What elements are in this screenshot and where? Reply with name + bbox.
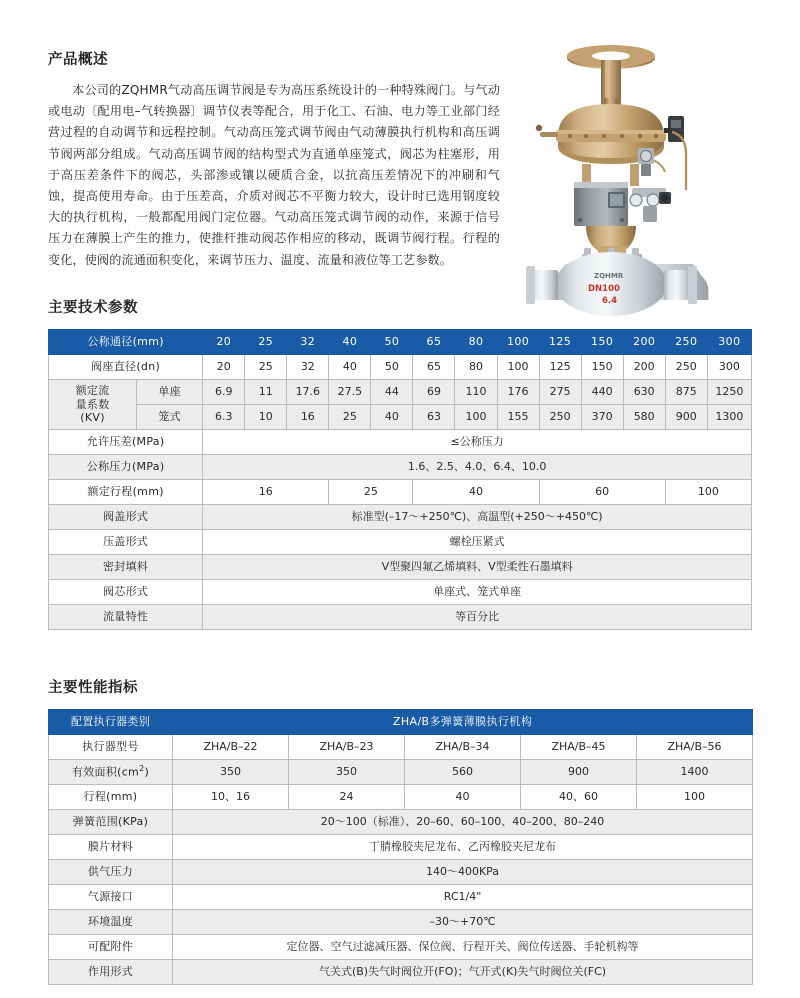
row-label-plug-type: 阀芯形式 (49, 580, 203, 605)
cell: 250 (539, 405, 581, 430)
cell: 25 (329, 405, 371, 430)
row-label-kv-single-seat: 单座 (137, 380, 203, 405)
table-row (49, 605, 752, 630)
cell: 69 (413, 380, 455, 405)
cell: 40、60 (521, 785, 637, 810)
cell: 580 (623, 405, 665, 430)
table-row (49, 480, 752, 505)
cell: 27.5 (329, 380, 371, 405)
cell: 6.3 (203, 405, 245, 430)
cell: ZHA/B–56 (637, 735, 753, 760)
performance-table (48, 709, 753, 985)
cell: 100 (637, 785, 753, 810)
cell: 440 (581, 380, 623, 405)
cell: 25 (245, 330, 287, 355)
cell: 40 (413, 480, 539, 505)
valve-body-model-marking: DN100 (588, 284, 620, 294)
table-row (49, 330, 752, 355)
table-row (49, 355, 752, 380)
row-label-seat-diameter: 阀座直径(dn) (49, 355, 203, 380)
cell: 20 (203, 330, 245, 355)
cell: 80 (455, 355, 497, 380)
cell: 63 (413, 405, 455, 430)
cell: 25 (329, 480, 413, 505)
cell: 16 (287, 405, 329, 430)
effective-area-label-text: 有效面积(cm (71, 765, 140, 779)
kv-label-line-3: (KV) (80, 411, 105, 425)
performance-table-title: 主要性能指标 (48, 680, 138, 696)
cell: 6.9 (203, 380, 245, 405)
table-row (49, 910, 753, 935)
cell: 24 (289, 785, 405, 810)
cell: 60 (539, 480, 665, 505)
cell: 155 (497, 405, 539, 430)
cell: 560 (405, 760, 521, 785)
table-row (49, 580, 752, 605)
table-row (49, 555, 752, 580)
row-label-gland-type: 压盖形式 (49, 530, 203, 555)
cell: 20 (203, 355, 245, 380)
cell: ZHA/B–22 (173, 735, 289, 760)
cell: 80 (455, 330, 497, 355)
row-label-air-connection: 气源接口 (49, 885, 173, 910)
svg-text:ZQHMR: ZQHMR (594, 272, 624, 280)
cell: 单座式、笼式单座 (203, 580, 752, 605)
table-row (49, 810, 753, 835)
cell: 11 (245, 380, 287, 405)
cell: 200 (623, 330, 665, 355)
kv-label-line-1: 额定流 (75, 383, 110, 397)
cell: 370 (581, 405, 623, 430)
product-overview-section (48, 48, 500, 271)
row-label-actuator-category: 配置执行器类别 (49, 710, 173, 735)
cell: 100 (497, 355, 539, 380)
cell: 16 (203, 480, 329, 505)
cell: 65 (413, 355, 455, 380)
row-label-nominal-diameter: 公称通径(mm) (49, 330, 203, 355)
cell: 螺栓压紧式 (203, 530, 752, 555)
cell: 125 (539, 355, 581, 380)
table-row (49, 530, 752, 555)
row-label-ambient-temperature: 环境温度 (49, 910, 173, 935)
cell: –30～+70℃ (173, 910, 753, 935)
valve-body-rating-marking: 6.4 (602, 296, 618, 306)
cell: 标准型(–17～+250℃)、高温型(+250～+450℃) (203, 505, 752, 530)
row-label-diaphragm-material: 膜片材料 (49, 835, 173, 860)
cell: ZHA/B–45 (521, 735, 637, 760)
spec-table (48, 329, 752, 630)
cell: 300 (707, 355, 751, 380)
cell: 1300 (707, 405, 751, 430)
cell: 等百分比 (203, 605, 752, 630)
effective-area-label-sup: 2 (139, 764, 145, 774)
row-label-accessories: 可配附件 (49, 935, 173, 960)
cell: 40 (329, 330, 371, 355)
cell: 900 (521, 760, 637, 785)
kv-label-line-2: 量系数 (75, 397, 110, 411)
row-label-rated-stroke: 额定行程(mm) (49, 480, 203, 505)
cell: 250 (665, 355, 707, 380)
row-label-stroke: 行程(mm) (49, 785, 173, 810)
cell: 17.6 (287, 380, 329, 405)
cell: 140～400KPa (173, 860, 753, 885)
table-row (49, 785, 753, 810)
cell: 50 (371, 330, 413, 355)
cell: 150 (581, 330, 623, 355)
cell: 1250 (707, 380, 751, 405)
cell: 150 (581, 355, 623, 380)
cell: 丁腈橡胶夹尼龙布、乙丙橡胶夹尼龙布 (173, 835, 753, 860)
cell: 900 (665, 405, 707, 430)
cell: 50 (371, 355, 413, 380)
table-row (49, 835, 753, 860)
cell: 44 (371, 380, 413, 405)
table-row (49, 505, 752, 530)
cell: 100 (455, 405, 497, 430)
row-label-kv-cage: 笼式 (137, 405, 203, 430)
table-row (49, 860, 753, 885)
row-label-effective-area (49, 760, 173, 785)
table-row (49, 710, 753, 735)
product-overview-text: 本公司的ZQHMR气动高压调节阀是专为高压系统设计的一种特殊阀门。与气动或电动〔配用电–气转换器〕调节仪表等配合，用于化工、石油、电力等工业部门经营过程的自动调节和远程控制。气动高压笼式调节阀由气动薄膜执行机构和高压调节阀两部分组成。气动高压调节阀的结构型式为直通单座笼式，阀芯为柱塞形，用于高压差条件下的阀芯，头部渗或镶以硬质合金，以抗高压差情况下的冲刷和气蚀，提高使用寿命。由于压差高，介质对阀芯不平衡力较大，设计时已选用钢度较大的执行机构，一般都配用阀门定位器。气动高压笼式调节阀的动作，来源于信号压力在薄膜上产生的推力，使推杆推动阀芯作相应的移动，既调节阀行程。行程的变化，使阀的流通面积变化，来调节压力、温度、流量和液位等工艺参数。 (48, 83, 500, 267)
cell: 875 (665, 380, 707, 405)
cell: ZHA/B–23 (289, 735, 405, 760)
table-row (49, 405, 752, 430)
valve-positioner-icon (574, 182, 628, 226)
row-label-flow-characteristic: 流量特性 (49, 605, 203, 630)
cell: 10 (245, 405, 287, 430)
product-overview-title: 产品概述 (48, 52, 108, 68)
cell: 110 (455, 380, 497, 405)
cell: 20～100（标准）、20–60、60–100、40–200、80–240 (173, 810, 753, 835)
cell: 定位器、空气过滤减压器、保位阀、行程开关、阀位传送器、手轮机构等 (173, 935, 753, 960)
cell: RC1/4" (173, 885, 753, 910)
cell: 65 (413, 330, 455, 355)
table-row (49, 760, 753, 785)
row-label-spring-range: 弹簧范围(KPa) (49, 810, 173, 835)
cell: 125 (539, 330, 581, 355)
row-label-packing: 密封填料 (49, 555, 203, 580)
table-row (49, 430, 752, 455)
cell: 1.6、2.5、4.0、6.4、10.0 (203, 455, 752, 480)
row-label-actuator-model: 执行器型号 (49, 735, 173, 760)
table-row (49, 455, 752, 480)
cell: 250 (665, 330, 707, 355)
row-label-allowable-dp: 允许压差(MPa) (49, 430, 203, 455)
cell: V型聚四氟乙烯填料、V型柔性石墨填料 (203, 555, 752, 580)
cell: 350 (173, 760, 289, 785)
table-row (49, 885, 753, 910)
row-label-action-type: 作用形式 (49, 960, 173, 985)
cell: 40 (405, 785, 521, 810)
cell: ZHA/B–34 (405, 735, 521, 760)
cell: ≤公称压力 (203, 430, 752, 455)
performance-table-section (48, 676, 752, 985)
cell: 32 (287, 355, 329, 380)
table-row (49, 380, 752, 405)
spec-table-section (48, 296, 752, 630)
row-label-supply-pressure: 供气压力 (49, 860, 173, 885)
row-label-kv (49, 380, 137, 430)
cell: 200 (623, 355, 665, 380)
cell: 气关式(B)失气时阀位开(FO)；气开式(K)失气时阀位关(FC) (173, 960, 753, 985)
effective-area-label-tail: ) (144, 765, 150, 779)
cell: 350 (289, 760, 405, 785)
product-photo (512, 32, 770, 306)
cell: 275 (539, 380, 581, 405)
cell: 1400 (637, 760, 753, 785)
cell: 40 (329, 355, 371, 380)
table-row (49, 735, 753, 760)
cell: 10、16 (173, 785, 289, 810)
row-label-nominal-pressure: 公称压力(MPa) (49, 455, 203, 480)
table-row (49, 960, 753, 985)
row-label-bonnet-type: 阀盖形式 (49, 505, 203, 530)
cell: 630 (623, 380, 665, 405)
cell: 100 (665, 480, 751, 505)
cell: ZHA/B多弹簧薄膜执行机构 (173, 710, 753, 735)
cell: 300 (707, 330, 751, 355)
cell: 25 (245, 355, 287, 380)
cell: 32 (287, 330, 329, 355)
cell: 100 (497, 330, 539, 355)
table-row (49, 935, 753, 960)
cell: 40 (371, 405, 413, 430)
cell: 176 (497, 380, 539, 405)
spec-table-title: 主要技术参数 (48, 300, 138, 316)
